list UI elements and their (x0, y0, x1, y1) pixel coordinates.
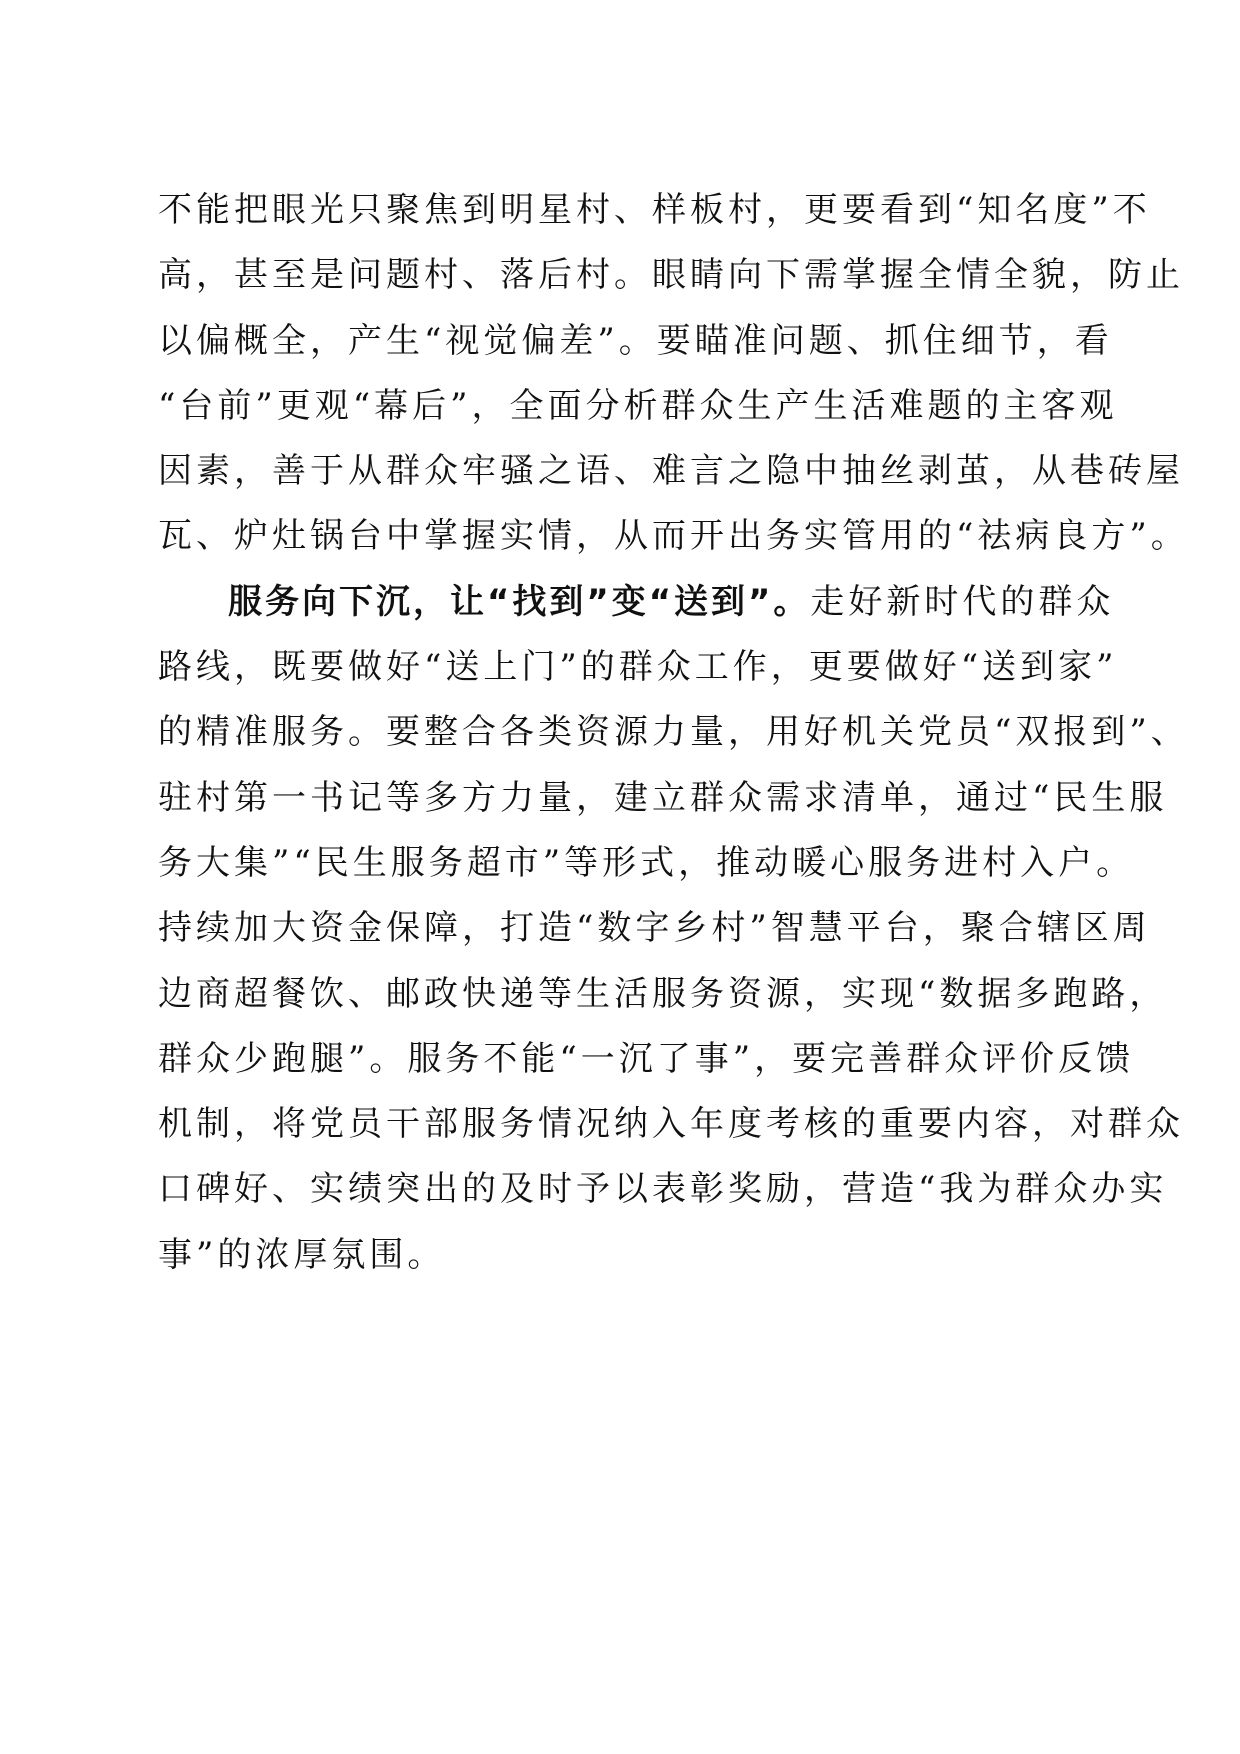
paragraph-continued (158, 178, 1189, 570)
text-line: 不能把眼光只聚焦到明星村、样板村，更要看到“知名度”不 (158, 190, 1151, 230)
paragraph-first-line (158, 570, 1115, 635)
text-line: 务大集”“民生服务超市”等形式，推动暖心服务进村入户。 (158, 842, 1135, 883)
text-line: 因素，善于从群众牢骚之语、难言之隐中抽丝剥茧，从巷砖屋 (158, 451, 1184, 492)
section-heading: 服务向下沉，让“找到”变“送到”。 (228, 581, 811, 622)
text-line: 持续加大资金保障，打造“数字乡村”智慧平台，聚合辖区周 (158, 908, 1151, 949)
text-line: 口碑好、实绩突出的及时予以表彰奖励，营造“我为群众办实 (158, 1169, 1168, 1210)
text-run: 走好新时代的群众 (810, 581, 1115, 622)
text-line: 的精准服务。要整合各类资源力量，用好机关党员“双报到”、 (158, 712, 1189, 753)
text-line: 以偏概全，产生“视觉偏差”。要瞄准问题、抓住细节，看 (158, 320, 1113, 361)
text-line: 高，甚至是问题村、落后村。眼睛向下需掌握全情全貌，防止 (158, 255, 1184, 296)
text-line: 驻村第一书记等多方力量，建立群众需求清单，通过“民生服 (158, 777, 1168, 818)
text-line: 事”的浓厚氛围。 (158, 1234, 446, 1275)
text-line: 群众少跑腿”。服务不能“一沉了事”，要完善群众评价反馈 (158, 1038, 1135, 1079)
body-text (158, 178, 1189, 1288)
text-line: 路线，既要做好“送上门”的群众工作，更要做好“送到家” (158, 647, 1118, 688)
text-line: “台前”更观“幕后”，全面分析群众生产生活难题的主客观 (158, 385, 1118, 426)
paragraph-service (158, 570, 1189, 1288)
text-line: 机制，将党员干部服务情况纳入年度考核的重要内容，对群众 (158, 1104, 1184, 1145)
text-line: 瓦、炉灶锅台中掌握实情，从而开出务实管用的“祛病良方”。 (158, 516, 1189, 557)
text-line: 边商超餐饮、邮政快递等生活服务资源，实现“数据多跑路， (158, 973, 1168, 1014)
